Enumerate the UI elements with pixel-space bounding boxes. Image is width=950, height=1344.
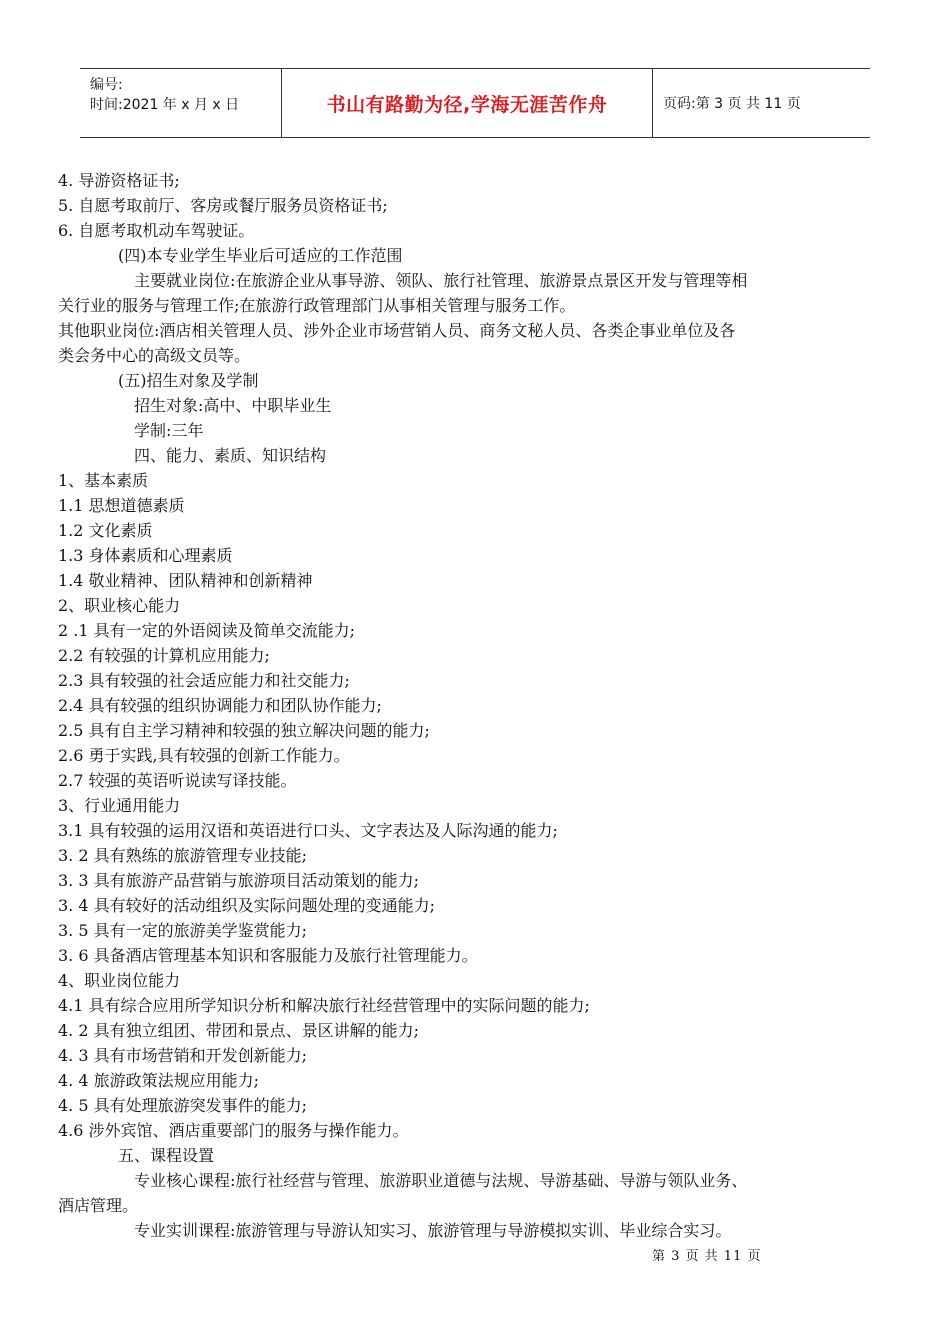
date-line: 时间:2021 年 x 月 x 日 xyxy=(90,97,240,113)
text-line: 2.4 具有较强的组织协调能力和团队协作能力; xyxy=(58,696,382,715)
document-header-table xyxy=(80,68,870,138)
text-line: 1.2 文化素质 xyxy=(58,521,153,540)
text-line: 2.7 较强的英语听说读写译技能。 xyxy=(58,771,297,790)
text-line: 2、职业核心能力 xyxy=(58,596,181,615)
text-line: (五)招生对象及学制 xyxy=(118,371,259,390)
text-line: 4. 5 具有处理旅游突发事件的能力; xyxy=(58,1096,308,1115)
text-line: 酒店管理。 xyxy=(58,1196,139,1215)
motto-text: 书山有路勤为径,学海无涯苦作舟 xyxy=(326,93,608,116)
text-line: 主要就业岗位:在旅游企业从事导游、领队、旅行社管理、旅游景点景区开发与管理等相 xyxy=(134,271,748,290)
doc-number-label: 编号: xyxy=(90,77,123,93)
text-line: 1.1 思想道德素质 xyxy=(58,496,185,515)
text-line: 招生对象:高中、中职毕业生 xyxy=(134,396,332,415)
text-line: 关行业的服务与管理工作;在旅游行政管理部门从事相关管理与服务工作。 xyxy=(58,296,576,315)
text-line: 四、能力、素质、知识结构 xyxy=(134,446,327,465)
text-line: 4. 4 旅游政策法规应用能力; xyxy=(58,1071,260,1090)
text-line: 2 .1 具有一定的外语阅读及简单交流能力; xyxy=(58,621,356,640)
text-line: 2.6 勇于实践,具有较强的创新工作能力。 xyxy=(58,746,350,765)
text-line: 3. 5 具有一定的旅游美学鉴赏能力; xyxy=(58,921,308,940)
header-motto-cell xyxy=(281,69,653,137)
text-line: 4.1 具有综合应用所学知识分析和解决旅行社经营管理中的实际问题的能力; xyxy=(58,996,590,1015)
text-line: (四)本专业学生毕业后可适应的工作范围 xyxy=(118,246,403,265)
header-page-cell xyxy=(653,69,870,137)
text-line: 专业核心课程:旅行社经营与管理、旅游职业道德与法规、导游基础、导游与领队业务、 xyxy=(134,1171,748,1190)
text-line: 3. 2 具有熟练的旅游管理专业技能; xyxy=(58,846,308,865)
text-line: 学制:三年 xyxy=(134,421,204,440)
text-line: 6. 自愿考取机动车驾驶证。 xyxy=(58,221,255,240)
text-line: 5. 自愿考取前厅、客房或餐厅服务员资格证书; xyxy=(58,196,388,215)
text-line: 1.3 身体素质和心理素质 xyxy=(58,546,233,565)
text-line: 2.2 有较强的计算机应用能力; xyxy=(58,646,270,665)
document-body xyxy=(58,168,888,1243)
text-line: 4. 导游资格证书; xyxy=(58,171,180,190)
text-line: 2.5 具有自主学习精神和较强的独立解决问题的能力; xyxy=(58,721,430,740)
text-line: 其他职业岗位:酒店相关管理人员、涉外企业市场营销人员、商务文秘人员、各类企事业单位及各 xyxy=(58,321,736,340)
page-info: 页码:第 3 页 共 11 页 xyxy=(663,96,801,112)
text-line: 专业实训课程:旅游管理与导游认知实习、旅游管理与导游模拟实训、毕业综合实习。 xyxy=(134,1221,732,1240)
text-line: 4.6 涉外宾馆、酒店重要部门的服务与操作能力。 xyxy=(58,1121,409,1140)
text-line: 3. 6 具备酒店管理基本知识和客服能力及旅行社管理能力。 xyxy=(58,946,478,965)
text-line: 4、职业岗位能力 xyxy=(58,971,181,990)
header-meta-cell xyxy=(80,69,281,137)
text-line: 1、基本素质 xyxy=(58,471,149,490)
page-footer: 第 3 页 共 11 页 xyxy=(652,1249,762,1264)
text-line: 3.1 具有较强的运用汉语和英语进行口头、文字表达及人际沟通的能力; xyxy=(58,821,558,840)
text-line: 类会务中心的高级文员等。 xyxy=(58,346,251,365)
text-line: 五、课程设置 xyxy=(118,1146,215,1165)
text-line: 3. 3 具有旅游产品营销与旅游项目活动策划的能力; xyxy=(58,871,420,890)
text-line: 1.4 敬业精神、团队精神和创新精神 xyxy=(58,571,313,590)
text-line: 3. 4 具有较好的活动组织及实际问题处理的变通能力; xyxy=(58,896,436,915)
text-line: 2.3 具有较强的社会适应能力和社交能力; xyxy=(58,671,350,690)
text-line: 4. 2 具有独立组团、带团和景点、景区讲解的能力; xyxy=(58,1021,420,1040)
text-line: 3、行业通用能力 xyxy=(58,796,181,815)
text-line: 4. 3 具有市场营销和开发创新能力; xyxy=(58,1046,308,1065)
